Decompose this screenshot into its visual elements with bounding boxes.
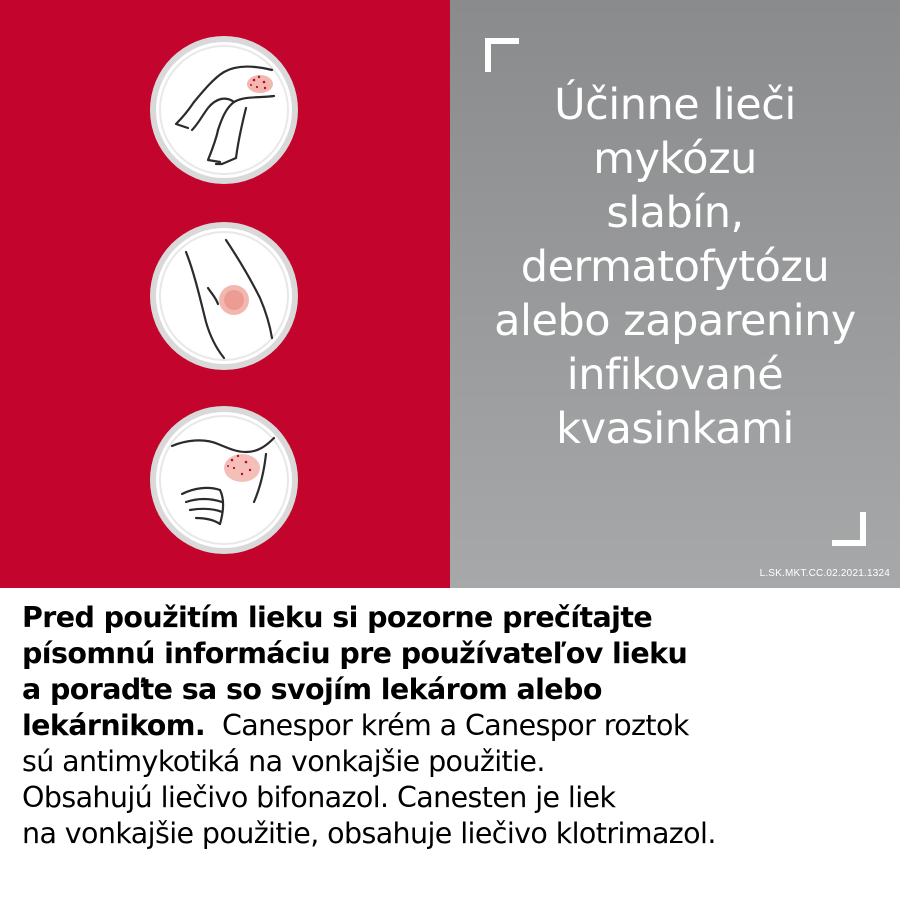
underarm-rash-icon — [146, 402, 302, 558]
disclaimer-line: na vonkajšie použitie, obsahuje liečivo klotrimazol. — [22, 817, 716, 850]
legs-rash-icon — [146, 32, 302, 188]
headline-line: kvasinkami — [556, 404, 794, 454]
red-panel — [0, 0, 450, 588]
skin-patch-icon — [146, 218, 302, 374]
corner-bracket-top-left — [485, 38, 519, 72]
disclaimer-line — [22, 708, 892, 744]
disclaimer-line: sú antimykotiká na vonkajšie použitie. — [22, 745, 545, 778]
headline-line: mykózu — [593, 134, 757, 184]
headline-line: Účinne lieči — [554, 80, 796, 130]
headline-line: dermatofytózu — [520, 242, 830, 292]
disclaimer — [22, 600, 892, 852]
reference-code: L.SK.MKT.CC.02.2021.1324 — [759, 568, 890, 579]
headline-line: alebo zapareniny — [494, 296, 856, 346]
headline-line: infikované — [566, 350, 784, 400]
disclaimer-bold-word: lekárnikom. — [22, 709, 206, 742]
disclaimer-line: a poraďte sa so svojím lekárom alebo — [22, 673, 602, 706]
headline — [470, 78, 880, 456]
headline-line: slabín, — [606, 188, 744, 238]
disclaimer-line: Pred použitím lieku si pozorne prečítajte — [22, 601, 653, 634]
disclaimer-line: Obsahujú liečivo bifonazol. Canesten je liek — [22, 781, 616, 814]
corner-bracket-bottom-right — [832, 512, 866, 546]
disclaimer-line: písomnú informáciu pre používateľov lieku — [22, 637, 688, 670]
disclaimer-normal-text: Canespor krém a Canespor roztok — [205, 709, 689, 742]
